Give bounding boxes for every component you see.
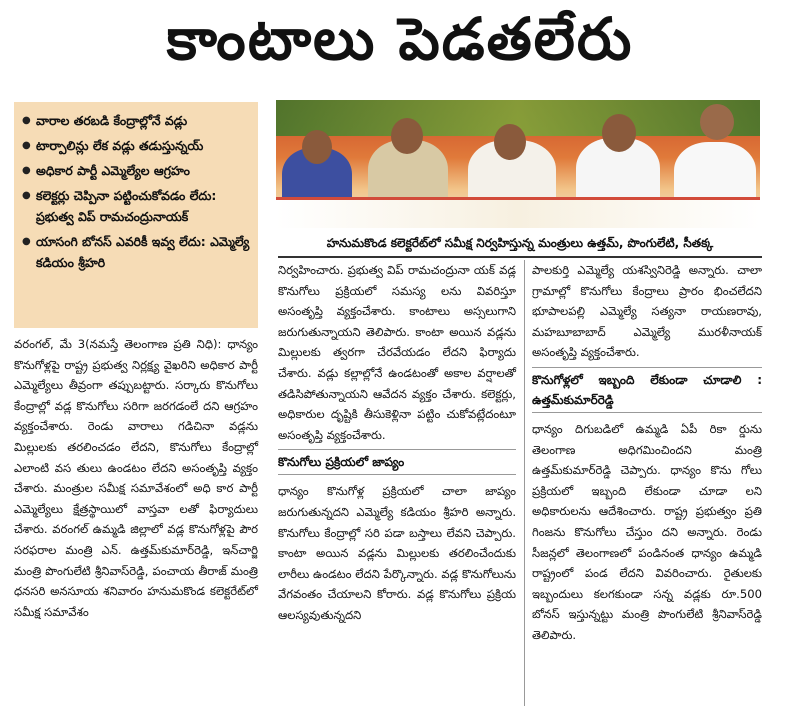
- article-column-1: [14, 334, 258, 706]
- person-head: [700, 104, 734, 140]
- person-head: [302, 130, 332, 164]
- section-subhead: కొనుగోళ్లలో ఇబ్బంది లేకుండా చూడాలి : ఉత్తమ్‌కుమార్‌రెడ్డి: [532, 367, 762, 413]
- article-text: ధాన్యం కొనుగోళ్ల ప్రక్రియలో చాలా జాప్యం జరుగుతున్నదని ఎమ్మెల్యే కడియం శ్రీహరి అన్నారు. కొనుగోలు కేంద్రాల్లో సరి పడా బస్తాలు లేవని చెప్పారు. కాంటా అయిన వడ్లను మిల్లులకు తరలించేందుకు లారీలు ఉండటం లేదని పేర్కొన్నారు. వడ్ల కొనుగోలును వేగవంతం చేయాలని కోరారు. వడ్ల కొనుగోలు ప్రక్రియ ఆలస్యవుతున్నదని: [278, 484, 516, 622]
- section-subhead: కొనుగోలు ప్రక్రియలో జాప్యం: [278, 449, 516, 475]
- highlight-item: ● టార్పాలిన్లు లేక వడ్లు తడుస్తున్నయ్: [22, 135, 250, 156]
- photo-caption: హనుమకొండ కలెక్టరేట్‌లో సమీక్ష నిర్వహిస్తున్న మంత్రులు ఉత్తమ్, పొంగులేటి, సీతక్క: [278, 230, 762, 258]
- article-column-3: [532, 260, 762, 706]
- person-head: [494, 124, 526, 160]
- highlight-item: ● వారాల తరబడి కేంద్రాల్లోనే వడ్లు: [22, 110, 250, 131]
- highlight-item: ● అధికార పార్టీ ఎమ్మెల్యేల ఆగ్రహం: [22, 160, 250, 181]
- article-column-2: [278, 260, 516, 706]
- person-head: [602, 114, 636, 152]
- highlights-box: [14, 102, 258, 328]
- headline: కాంటాలు పెడతలేరు: [166, 4, 634, 73]
- highlight-item: ● కలెక్టర్లు చెప్పినా పట్టించుకోవడం లేదు: ప్రభుత్వ విప్ రామచంద్రునాయక్: [22, 185, 250, 227]
- column-divider: [524, 260, 525, 706]
- article-text: నిర్వహించారు. ప్రభుత్వ విప్ రామచంద్రునా యక్ వడ్ల కొనుగోలు ప్రక్రియలో సమస్య లను వివరిస్తూ అసంతృప్తి వ్యక్తంచేశారు. కాంటాలు అస్సలుగాని జరుగుతున్నాయని తెలిపారు. కాంటా అయిన వడ్లను మిల్లులకు త్వరగా చేరవేయడం లేదని ఫిర్యాదు చేశారు. వడ్లు కల్లాల్లోనే ఉండటంతో అకాల వర్షాలతో తడిసిపోతున్నాయని ఆవేదన వ్యక్తం చేశారు. కలెక్టర్లు, అధికారుల దృష్టికి తీసుకెళ్లినా పట్టిం చుకోవట్లేదంటూ అసంతృప్తి వ్యక్తంచేశారు.: [278, 263, 516, 442]
- person-head: [391, 118, 423, 154]
- article-text: పాలకుర్తి ఎమ్మెల్యే యశస్వినిరెడ్డి అన్నారు. చాలా గ్రామాల్లో కొనుగోలు కేంద్రాలు ప్రారం భించలేదని భూపాలపల్లి ఎమ్మెల్యే సత్యనా రాయణరావు, మహబూబాబాద్ ఎమ్మెల్యే మురళీనాయక్ అసంతృప్తి వ్యక్తంచేశారు.: [532, 263, 762, 360]
- meeting-table: [276, 197, 760, 228]
- news-photo: [276, 100, 760, 228]
- highlight-item: ● యాసంగి బోనస్ ఎవరికీ ఇవ్వ లేదు: ఎమ్మెల్యే కడియం శ్రీహరి: [22, 231, 250, 273]
- article-text: వరంగల్, మే 3(నమస్తే తెలంగాణ ప్రతి నిధి): ధాన్యం కొనుగోళ్లపై రాష్ట్ర ప్రభుత్వ నిర్లక్ష్య వైఖరిని అధికార పార్టీ ఎమ్మెల్యేలు తీవ్రంగా తప్పుబట్టారు. సర్కారు కొనుగోలు కేంద్రాల్లో వడ్ల కొనుగోలు సరిగా జరగడంలే దని ఆగ్రహం వ్యక్తంచేశారు. రెండు వారాలు గడిచినా వడ్లను మిల్లులకు తరలించడం లేదని, కొనుగోలు కేంద్రాల్లో ఎలాంటి వస తులు ఉండటం లేదని అసంతృప్తి వ్యక్తం చేశారు. మంత్రుల సమీక్ష సమావేశంలో అధి కార పార్టీ ఎమ్మెల్యేలు క్షేత్రస్థాయిలో వాస్తవా లతో ఫిర్యాదులు చేశారు. వరంగల్ ఉమ్మడి జిల్లాలో వడ్ల కొనుగోళ్లపై పౌర సరఫరాల మంత్రి ఎన్. ఉత్తమ్‌కుమార్‌రెడ్డి, ఇన్‌చార్జి మంత్రి పొంగులేటి శ్రీనివాస్‌రెడ్డి, పంచాయ తీరాజ్ మంత్రి ధనసరి అనసూయ శనివారం హనుమకొండ కలెక్టరేట్‌లో సమీక్ష సమావేశం: [14, 337, 258, 619]
- article-text: ధాన్యం దిగుబడిలో ఉమ్మడి ఏపీ రికా ర్డును తెలంగాణ అధిగమించిందని మంత్రి ఉత్తమ్‌కుమార్‌రెడ్డి చెప్పారు. ధాన్యం కొను గోలు ప్రక్రియలో ఇబ్బంది లేకుండా చూడా లని అధికారులను ఆదేశించారు. రాష్ట్ర ప్రభుత్వం ప్రతి గింజను కొనుగోలు చేస్తుం దని అన్నారు. రెండు సీజన్లలో తెలంగాణలో పండినంత ధాన్యం ఉమ్మడి రాష్ట్రంలో పండ లేదని వివరించారు. రైతులకు ఇబ్బందులు కలగకుండా సన్న వడ్లకు రూ.500 బోనస్ ఇస్తున్నట్టు మంత్రి పొంగులేటి శ్రీనివాస్‌రెడ్డి తెలిపారు.: [532, 421, 762, 642]
